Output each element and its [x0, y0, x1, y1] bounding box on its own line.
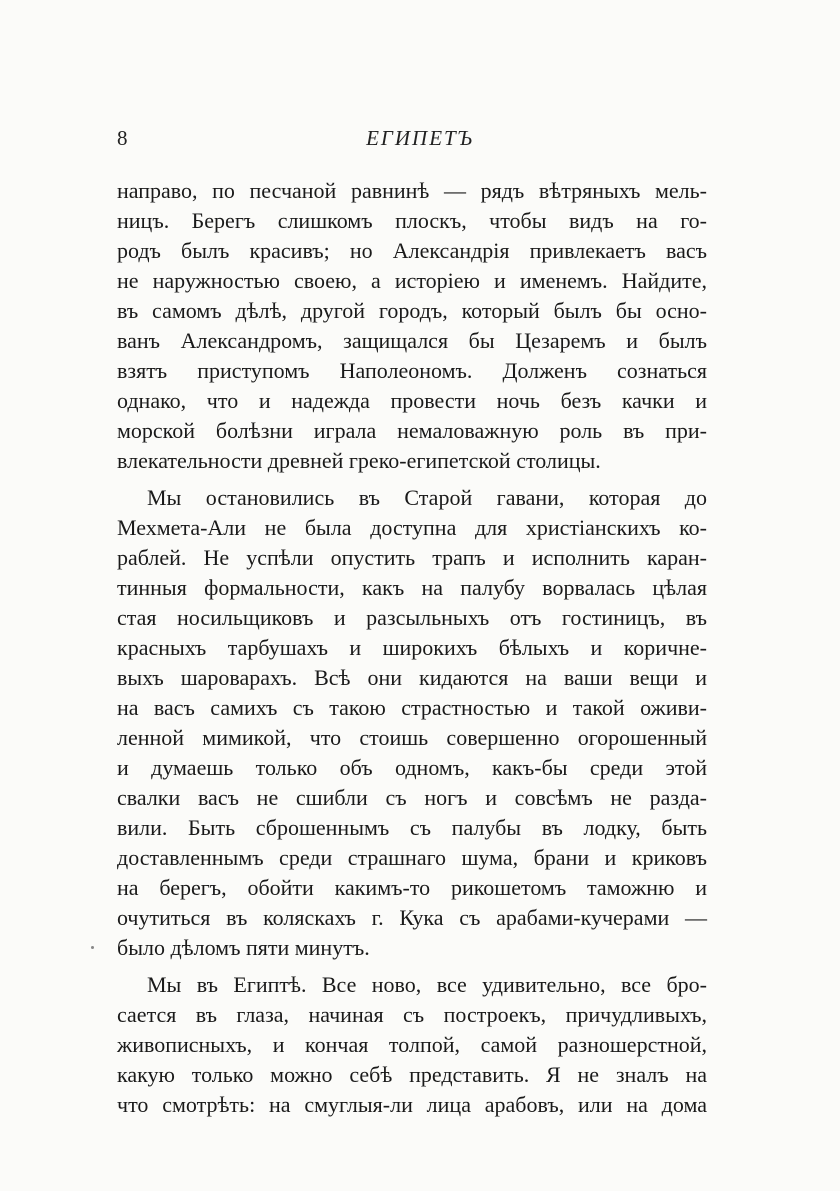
paper-speck	[91, 946, 94, 949]
text-line: очутиться въ коляскахъ г. Кука съ арабами-кучерами —	[117, 905, 707, 930]
text-line: ванъ Александромъ, защищался бы Цезаремъ и былъ	[117, 328, 707, 353]
text-line: было дѣломъ пяти минутъ.	[117, 935, 370, 960]
text-line: сается въ глаза, начиная съ построекъ, причудливыхъ,	[117, 1002, 707, 1027]
text-line: тинныя формальности, какъ на палубу ворвалась цѣлая	[117, 575, 707, 600]
text-line: не наружностью своею, а исторіею и именемъ. Найдите,	[117, 268, 707, 293]
text-line: выхъ шароварахъ. Всѣ они кидаются на ваши вещи и	[117, 665, 707, 690]
text-line: раблей. Не успѣли опустить трапъ и исполнить каран-	[117, 545, 707, 570]
text-line: какую только можно себѣ представить. Я не зналъ на	[117, 1062, 707, 1087]
text-line: взятъ приступомъ Наполеономъ. Долженъ сознаться	[117, 358, 707, 383]
text-line: и думаешь только объ одномъ, какъ-бы среди этой	[117, 755, 707, 780]
text-line: на берегъ, обойти какимъ-то рикошетомъ таможню и	[117, 875, 707, 900]
text-line: доставленнымъ среди страшнаго шума, брани и криковъ	[117, 845, 707, 870]
text-line: стая носильщиковъ и разсыльныхъ отъ гостиницъ, въ	[117, 605, 707, 630]
text-line: на васъ самихъ съ такою страстностью и такой оживи-	[117, 695, 707, 720]
paragraph-3	[117, 970, 707, 1120]
text-line: свалки васъ не сшибли съ ногъ и совсѣмъ не разда-	[117, 785, 707, 810]
paragraph-2	[117, 483, 707, 963]
text-line: родъ былъ красивъ; но Александрія привлекаетъ васъ	[117, 238, 707, 263]
running-title: ЕГИПЕТЪ	[366, 126, 474, 150]
text-line: ницъ. Берегъ слишкомъ плоскъ, чтобы видъ на го-	[117, 208, 707, 233]
text-line: вили. Быть сброшеннымъ съ палубы въ лодку, быть	[117, 815, 707, 840]
text-line: Мы остановились въ Старой гавани, которая до	[147, 485, 707, 510]
paragraph-1	[117, 176, 707, 476]
text-line: Мы въ Египтѣ. Все ново, все удивительно, все бро-	[147, 972, 707, 997]
text-line: красныхъ тарбушахъ и широкихъ бѣлыхъ и коричне-	[117, 635, 707, 660]
text-line: влекательности древней греко-египетской столицы.	[117, 448, 601, 473]
text-line: что смотрѣть: на смуглыя-ли лица арабовъ, или на дома	[117, 1092, 707, 1117]
text-line: направо, по песчаной равнинѣ — рядъ вѣтряныхъ мель-	[117, 178, 707, 203]
text-line: однако, что и надежда провести ночь безъ качки и	[117, 388, 707, 413]
text-line: ленной мимикой, что стоишь совершенно огорошенный	[117, 725, 707, 750]
page-number: 8	[117, 126, 128, 150]
text-line: живописныхъ, и кончая толпой, самой разношерстной,	[117, 1032, 707, 1057]
body-text	[117, 176, 707, 1127]
text-line: въ самомъ дѣлѣ, другой городъ, который былъ бы осно-	[117, 298, 707, 323]
text-line: Мехмета-Али не была доступна для христіанскихъ ко-	[117, 515, 707, 540]
text-line: морской болѣзни играла немаловажную роль въ при-	[117, 418, 707, 443]
